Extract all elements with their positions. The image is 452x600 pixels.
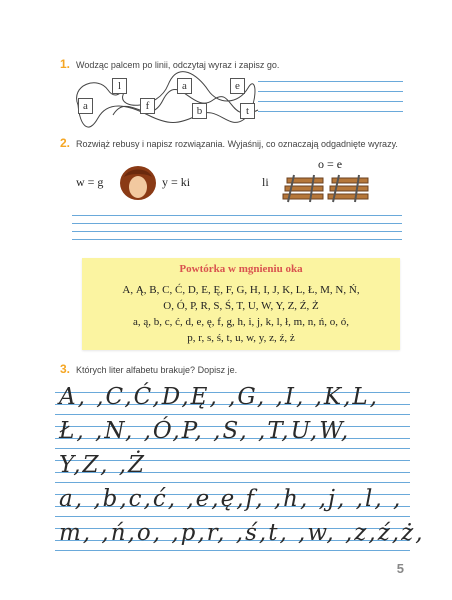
rails-picture xyxy=(282,170,372,208)
letter-box: l xyxy=(112,78,127,94)
handwriting-row[interactable] xyxy=(55,416,410,450)
answer-lines-task1[interactable] xyxy=(258,81,403,121)
lowercase-line-2: p, r, s, ś, t, u, w, y, z, ź, ż xyxy=(187,332,295,344)
letter-box: t xyxy=(240,103,255,119)
letter-box: f xyxy=(140,98,155,114)
uppercase-line-2: O, Ó, P, R, S, Ś, T, U, W, Y, Z, Ź, Ż xyxy=(163,300,319,312)
handwriting-row[interactable] xyxy=(55,382,410,416)
rebus2-top: o = e xyxy=(318,157,343,171)
cursive-row-4: a, ,b,c,ć, ,e,ę,f, ,h, ,j, ,l, , xyxy=(59,486,403,512)
task1-number: 1. xyxy=(60,57,71,71)
handwriting-row[interactable] xyxy=(55,518,425,552)
letter-box: a xyxy=(78,98,93,114)
answer-lines-task2[interactable] xyxy=(72,215,402,247)
handwriting-exercise[interactable] xyxy=(55,382,425,552)
task1-instruction: Wodząc palcem po linii, odczytaj wyraz i zapisz go. xyxy=(76,60,280,70)
hair-picture xyxy=(118,165,158,205)
cursive-row-2: Ł, ,N, ,Ó,P, ,S, ,T,U,W, xyxy=(59,418,351,444)
handwriting-row[interactable] xyxy=(55,484,410,518)
task2-number: 2. xyxy=(60,136,71,150)
uppercase-line-1: A, Ą, B, C, Ć, D, E, Ę, F, G, H, I, J, K, L, Ł, M, N, Ń, xyxy=(122,284,360,296)
task3-number: 3. xyxy=(60,362,71,376)
handwriting-row[interactable] xyxy=(55,450,410,484)
rebus2-left: li xyxy=(262,175,269,189)
page-number: 5 xyxy=(396,561,404,576)
panel-title: Powtórka w mgnieniu oka xyxy=(179,263,303,275)
letter-box: a xyxy=(177,78,192,94)
lowercase-line-1: a, ą, b, c, ć, d, e, ę, f, g, h, i, j, k, l, ł, m, n, ń, o, ó, xyxy=(133,316,349,328)
letter-box: b xyxy=(192,103,207,119)
cursive-row-5: m, ,ń,o, ,p,r, ,ś,t, ,w, ,z,ź,ż, xyxy=(59,520,425,546)
task3-instruction: Których liter alfabetu brakuje? Dopisz je. xyxy=(76,365,238,375)
rebus1-right: y = ki xyxy=(162,175,191,189)
cursive-row-1: A, ,C,Ć,D,Ę, ,G, ,I, ,K,L, xyxy=(59,384,379,410)
alphabet-review-panel xyxy=(82,258,400,350)
letter-box: e xyxy=(230,78,245,94)
rebus1-left: w = g xyxy=(76,175,104,189)
task2-instruction: Rozwiąż rebusy i napisz rozwiązania. Wyjaśnij, co oznaczają odgadnięte wyrazy. xyxy=(76,139,398,149)
cursive-row-3: Y,Z, ,Ż xyxy=(59,452,147,478)
